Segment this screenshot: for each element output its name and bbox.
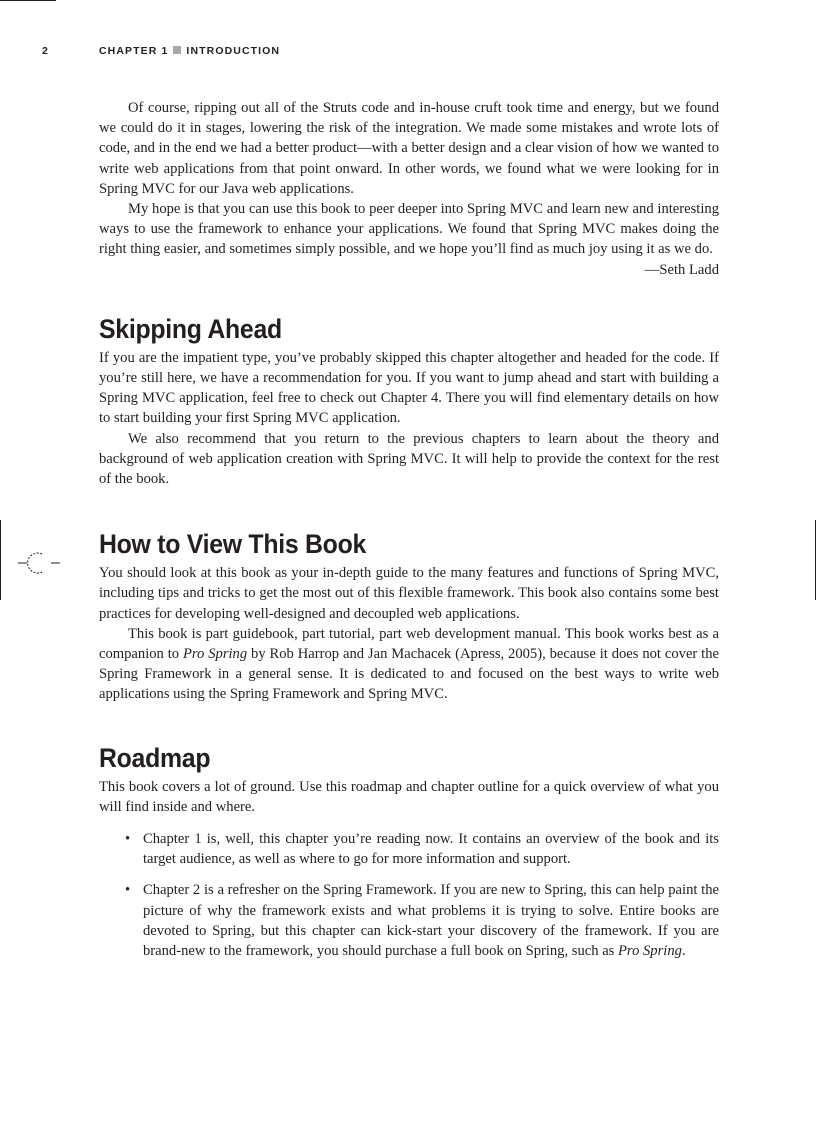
list-item-text-a: Chapter 2 is a refresher on the Spring Framework. If you are new to Spring, this can help paint the picture of why the framework exists and what problems it is trying to solve. Entire books are devoted to Spring, but this chapter can kick-start your discovery of the framework. If you are brand-new to the framework, you should purchase a full book on Spring, such as [143,882,719,960]
heading-skipping-ahead: Skipping Ahead [99,313,282,344]
chapter-number: CHAPTER 1 [99,45,169,57]
heading-how-to-view: How to View This Book [99,529,367,560]
how-to-view-text-a: This book is part guidebook, part tutorial, part web development manual. This book works best as a companion to [99,625,719,663]
skipping-ahead-paragraph-1: If you are the impatient type, you’ve probably skipped this chapter altogether and headed for the code. If you’re still here, we have a recommendation for you. If you want to jump ahead and start with building a Spring MVC application, feel free to check out Chapter 4. There you will find elementary details on how to start building your first Spring MVC application. [99,349,719,427]
how-to-view-text-b: by Rob Harrop and Jan Machacek (Apress, 2005), because it does not cover the Spring Framework in a general sense. It is dedicated to and focused on the best ways to write web applications using the Spring Framework and Spring MVC. [99,646,720,703]
chapter-title: INTRODUCTION [186,45,281,57]
separator-square-icon [173,46,181,54]
signature: —Seth Ladd [644,261,719,278]
bullet-icon: • [125,831,131,848]
crop-line-left [0,520,1,600]
how-to-view-paragraph-1: You should look at this book as your in-depth guide to the many features and functions of Spring MVC, including tips and tricks to get the most out of this flexible framework. This book also contains some best practices for developing well-designed and decoupled web applications. [99,565,719,622]
list-item-text [143,880,719,961]
list-item-text: Chapter 1 is, well, this chapter you’re reading now. It contains an overview of the book and its target audience, as well as where to go for more information and support. [143,831,719,868]
bullet-icon: • [125,882,131,899]
intro-paragraph-1: Of course, ripping out all of the Struts code and in-house cruft took time and energy, but we found we could do it in stages, lowering the risk of the integration. We made some mistakes and wrote lots of code, and in the end we had a better product—with a better design and a clear vision of how we wanted to write web applications from that point onward. In other words, we found what we were looking for in Spring MVC for our Java web applications. [99,100,719,197]
list-item [99,880,719,961]
chapter-label [99,44,280,58]
roadmap-paragraph: This book covers a lot of ground. Use this roadmap and chapter outline for a quick overview of what you will find inside and where. [99,778,719,815]
skipping-ahead-paragraph-2: We also recommend that you return to the previous chapters to learn about the theory and background of web application creation with Spring MVC. It will help to provide the context for the rest of the book. [99,430,719,488]
book-title-pro-spring: Pro Spring [618,943,682,960]
how-to-view-paragraph-2 [99,624,719,705]
page-number: 2 [42,45,49,57]
crop-line-top [0,0,56,1]
list-item-text-b: . [681,943,686,960]
page-body [99,98,719,972]
book-title-pro-spring: Pro Spring [182,646,248,663]
registration-mark-icon [18,550,62,576]
list-item [99,829,719,869]
intro-paragraph-2: My hope is that you can use this book to peer deeper into Spring MVC and learn new and interesting ways to use the framework to enhance your applications. We found that Spring MVC makes doing the right thing easier, and sometimes simply possible, and we hope you’ll find as much joy using it as we do. [99,201,719,258]
roadmap-list [99,829,719,961]
heading-roadmap: Roadmap [99,742,211,773]
